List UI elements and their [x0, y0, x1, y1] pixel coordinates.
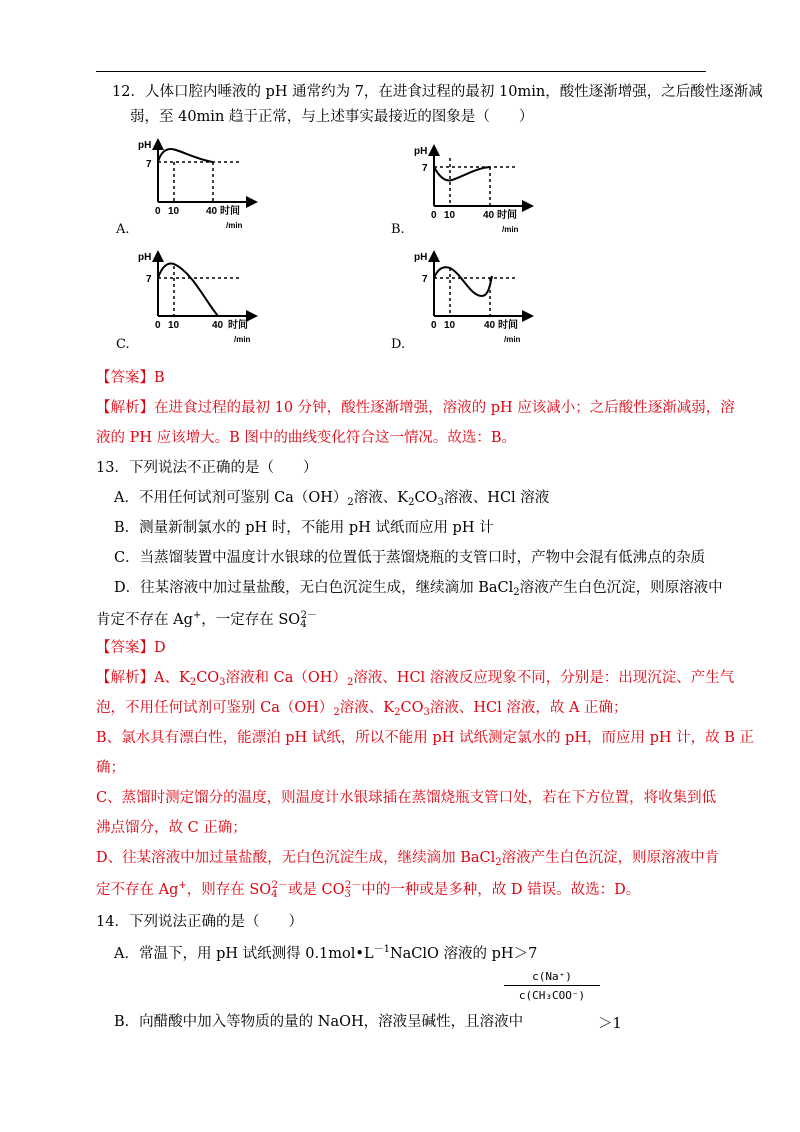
graph-a: [136, 134, 286, 234]
graph-c-xlabel: 时间: [228, 320, 248, 331]
subscript: 3: [344, 889, 351, 900]
q14-option-b[interactable]: B．向醋酸中加入等物质的量的 NaOH，溶液呈碱性，且溶液中: [114, 1014, 524, 1030]
text: 溶液、HCl 溶液反应现象不同，分别是：出现沉淀、产生气: [353, 670, 735, 686]
text: 【解析】A、K: [96, 670, 190, 686]
graph-a-ytick: 7: [146, 159, 152, 170]
header-rule: [96, 71, 706, 72]
superscript: －1: [373, 944, 390, 955]
graph-b-x40: 40: [483, 210, 495, 221]
graph-b-xunit: /min: [502, 225, 519, 234]
superscript: +: [192, 610, 202, 621]
fraction-denominator: c(CH₃COO⁻): [518, 989, 586, 1002]
q14-stem: 14．下列说法正确的是（ ）: [96, 914, 303, 930]
text: 溶液、HCl 溶液: [443, 490, 550, 506]
subscript: 4: [300, 619, 307, 630]
q13-answer: 【答案】D: [96, 640, 166, 656]
graph-b-x0: 0: [431, 210, 437, 221]
superscript: 2－: [300, 610, 317, 621]
graph-c-x10: 10: [168, 320, 180, 331]
graph-b-curve: [434, 167, 490, 180]
subscript: 2: [495, 857, 502, 868]
graph-d-x0: 0: [431, 320, 437, 331]
graph-a-xunit: /min: [226, 221, 243, 230]
text: 溶液、K: [339, 700, 395, 716]
subscript: 2: [408, 497, 415, 508]
graph-d-ytick: 7: [422, 274, 428, 285]
graph-a-x10: 10: [168, 206, 180, 217]
subscript: 2: [347, 497, 354, 508]
subscript: 2: [394, 707, 401, 718]
q12-stem-line2: 弱，至 40min 趋于正常，与上述事实最接近的图象是（ ）: [130, 109, 534, 125]
q12-analysis-line2: 液的 PH 应该增大。B 图中的曲线变化符合这一情况。故选：B。: [96, 430, 517, 446]
graph-a-ylabel: pH: [138, 140, 152, 151]
q12-option-c[interactable]: C.: [116, 337, 130, 352]
text: 溶液、K: [353, 490, 409, 506]
graph-a-xlabel: 时间: [220, 206, 240, 217]
text: 溶液产生白色沉淀，则原溶液中肯: [501, 850, 720, 866]
graph-a-curve: [158, 149, 213, 162]
graph-d-x10: 10: [444, 320, 456, 331]
text: 中的一种或是多种，故 D 错误。故选：D。: [361, 882, 641, 898]
subscript: 3: [219, 677, 226, 688]
q12-answer: 【答案】B: [96, 370, 165, 386]
graph-b-ytick: 7: [422, 163, 428, 174]
text: CO: [414, 490, 438, 506]
graph-d-curve: [434, 267, 492, 296]
subscript: 3: [423, 707, 430, 718]
q12-stem-line1: 12．人体口腔内唾液的 pH 通常约为 7，在进食过程的最初 10min，酸性逐渐增强，之后酸性逐渐减: [112, 84, 763, 100]
graph-b-ylabel: pH: [414, 146, 428, 157]
q13-option-b[interactable]: B．测量新制氯水的 pH 时，不能用 pH 试纸而应用 pH 计: [114, 520, 494, 536]
graph-b-x10: 10: [444, 210, 456, 221]
text: 泡，不用任何试剂可鉴别 Ca（OH）: [96, 700, 334, 716]
graph-b: [412, 140, 562, 240]
text: 溶液和 Ca（OH）: [225, 670, 347, 686]
q13-analysis-line2: [96, 696, 628, 718]
text: D、往某溶液中加过量盐酸，无白色沉淀生成，继续滴加 BaCl: [96, 850, 496, 866]
q12-option-b[interactable]: B.: [391, 222, 405, 237]
q13-option-d[interactable]: [114, 576, 723, 598]
text: A．不用任何试剂可鉴别 Ca（OH）: [114, 490, 348, 506]
q13-option-c[interactable]: C．当蒸馏装置中温度计水银球的位置低于蒸馏烧瓶的支管口时，产物中会混有低沸点的杂质: [114, 550, 706, 566]
text: CO: [400, 700, 424, 716]
q13-analysis-line6: 沸点馏分，故 C 正确；: [96, 820, 247, 836]
graph-c-ytick: 7: [146, 274, 152, 285]
graph-a-x40: 40: [206, 206, 218, 217]
text: 定不存在 Ag: [96, 882, 179, 898]
subscript: 4: [271, 889, 278, 900]
q13-analysis-line8: [96, 876, 640, 900]
q13-stem: 13．下列说法不正确的是（ ）: [96, 460, 318, 476]
superscript: 2－: [344, 880, 362, 891]
text: A．常温下，用 pH 试纸测得 0.1mol•L: [114, 946, 374, 962]
fraction-numerator: c(Na⁺): [532, 970, 572, 983]
graph-d-xlabel: 时间: [498, 320, 518, 331]
graph-b-xlabel: 时间: [497, 210, 517, 221]
graph-c: [136, 246, 286, 346]
q14-fraction-tail: ＞1: [598, 1016, 622, 1032]
text: CO: [196, 670, 220, 686]
graph-c-xunit: /min: [234, 335, 251, 344]
text: 或是 CO: [287, 882, 345, 898]
q13-option-d-cont: [96, 606, 317, 630]
q13-analysis-line4: 确；: [96, 760, 125, 776]
subscript: 3: [437, 497, 444, 508]
q13-analysis-line1: [96, 666, 734, 688]
text: 溶液产生白色沉淀，则原溶液中: [519, 580, 723, 596]
q13-analysis-line3: B、氯水具有漂白性，能漂泊 pH 试纸，所以不能用 pH 试纸测定氯水的 pH，而应用 pH 计，故 B 正: [96, 730, 754, 746]
subscript: 2: [189, 677, 197, 688]
text: D．往某溶液中加过量盐酸，无白色沉淀生成，继续滴加 BaCl: [114, 580, 514, 596]
graph-d-xunit: /min: [504, 335, 521, 344]
graph-c-curve: [158, 264, 218, 316]
text: NaClO 溶液的 pH＞7: [389, 946, 538, 962]
q14-fraction: [504, 970, 600, 1002]
graph-c-ylabel: pH: [138, 252, 152, 263]
q13-option-a[interactable]: [114, 486, 549, 508]
graph-c-x0: 0: [155, 320, 161, 331]
superscript: 2－: [271, 880, 288, 891]
superscript: +: [178, 880, 187, 891]
graph-d-ylabel: pH: [414, 252, 428, 263]
graph-c-x40: 40: [212, 320, 224, 331]
graph-d-x40: 40: [484, 320, 496, 331]
q13-analysis-line5: C、蒸馏时测定馏分的温度，则温度计水银球插在蒸馏烧瓶支管口处，若在下方位置，将收集到低: [96, 790, 717, 806]
q13-analysis-line7: [96, 846, 719, 868]
subscript: 2: [513, 587, 520, 598]
text: ，则存在 SO: [186, 882, 272, 898]
text: ，一定存在 SO: [201, 612, 301, 628]
q12-option-d[interactable]: D.: [391, 337, 406, 352]
q12-option-a[interactable]: A.: [116, 222, 130, 237]
graph-a-x0: 0: [155, 206, 161, 217]
graph-d: [412, 246, 562, 346]
text: 溶液、HCl 溶液，故 A 正确；: [429, 700, 628, 716]
q12-analysis-line1: 【解析】在进食过程的最初 10 分钟，酸性逐渐增强，溶液的 pH 应该减小；之后酸性逐渐减弱，溶: [96, 400, 735, 416]
subscript: 2: [346, 677, 354, 688]
q14-option-a[interactable]: [114, 940, 537, 963]
subscript: 2: [333, 707, 340, 718]
text: 肯定不存在 Ag: [96, 612, 193, 628]
